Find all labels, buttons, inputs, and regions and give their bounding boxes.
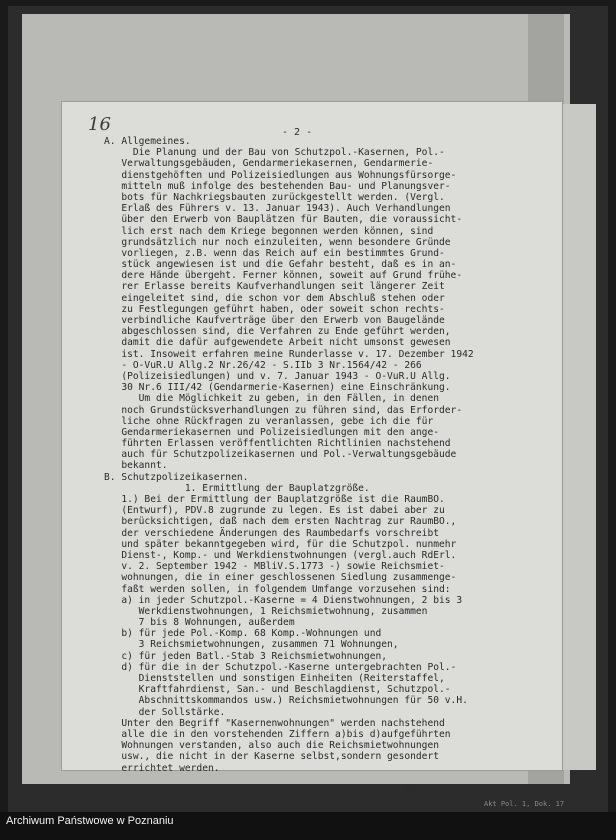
text-line: A. Allgemeines. xyxy=(104,136,191,147)
text-line: Die Planung und der Bau von Schutzpol.-Kasernen, Pol.- xyxy=(104,147,445,159)
text-line: führten Erlassen veröffentlichten Richtlinien nachstehend xyxy=(104,438,451,450)
text-line: abgeschlossen sind, die Verfahren zu Ende geführt werden, xyxy=(104,326,451,338)
text-line: mitteln muß infolge des bestehenden Bau- und Planungsver- xyxy=(104,180,451,192)
text-line: Kraftfahrdienst, San.- und Beschlagdienst, Schutzpol.- xyxy=(104,684,451,696)
text-line: Dienst-, Komp.- und Werkdienstwohnungen (vergl.auch RdErl. xyxy=(104,549,457,561)
text-line: zu Festlegungen geführt haben, oder soweit schon rechts- xyxy=(104,303,445,315)
archive-label: Archiwum Państwowe w Poznaniu xyxy=(6,815,174,827)
text-line: 1. Ermittlung der Bauplatzgröße. xyxy=(104,482,370,494)
text-line: lich erst nach dem Kriege begonnen werden können, sind xyxy=(104,225,434,237)
text-line: (Polizeisiedlungen) und v. 7. Januar 1943 - O-VuR.U Allg. xyxy=(104,370,451,382)
text-line: faßt werden sollen, in folgendem Umfange vorzusehen sind: xyxy=(104,583,451,595)
text-line: Erlaß des Führers v. 13. Januar 1943). Auch Verhandlungen xyxy=(104,203,451,215)
text-line xyxy=(104,774,524,785)
text-line: grundsätzlich nur noch einzuleiten, wenn besondere Gründe xyxy=(104,236,451,248)
text-line: Für xyxy=(104,784,422,796)
text-line: vorliegen, z.B. wenn das Reich auf ein bestimmtes Grund- xyxy=(104,247,445,259)
text-line: - O-VuR.U Allg.2 Nr.26/42 - S.IIb 3 Nr.1564/42 - 266 xyxy=(104,359,422,371)
text-line: Gendarmeriekasernen und Polizeisiedlungen mit den ange- xyxy=(104,426,440,438)
text-line: (Entwurf), PDV.8 zugrunde zu legen. Es ist dabei aber zu xyxy=(104,505,445,517)
text-line: a) in jeder Schutzpol.-Kaserne = 4 Dienstwohnungen, 2 bis 3 xyxy=(104,594,463,606)
text-line: verbindliche Kaufverträge über den Erwerb von Baugelände xyxy=(104,315,445,326)
text-line: 7 bis 8 Wohnungen, außerdem xyxy=(104,617,295,629)
text-line: eingeleitet sind, die schon vor dem Abschluß stehen oder xyxy=(104,292,445,304)
text-line: Verwaltungsgebäuden, Gendarmeriekasernen, Gendarmerie- xyxy=(104,158,434,170)
text-line: dienstgehöften und Polizeisiedlungen aus Wohnungsfürsorge- xyxy=(104,169,457,181)
text-line: ist. Insoweit erfahren meine Runderlasse v. 17. Dezember 1942 xyxy=(104,348,474,360)
text-line: wohnungen, die in einer geschlossenen Siedlung zusammenge- xyxy=(104,572,457,584)
text-line: 1.) Bei der Ermittlung der Bauplatzgröße ist die RaumBO. xyxy=(104,494,445,505)
text-line: d) für die in der Schutzpol.-Kaserne untergebrachten Pol.- xyxy=(104,661,457,673)
text-line: B. Schutzpolizeikasernen. xyxy=(104,471,249,483)
text-line: alle die in den vorstehenden Ziffern a)bis d)aufgeführten xyxy=(104,728,451,740)
text-line: usw., die nicht in der Kaserne selbst,sondern gesondert xyxy=(104,751,440,763)
text-line: Abschnittskommandos usw.) Reichsmietwohnungen für 50 v.H. xyxy=(104,695,468,707)
text-line: dere Hände übergeht. Ferner können, soweit auf Grund frühe- xyxy=(104,270,463,282)
text-line: stück angewiesen ist und die Gefahr besteht, daß es in an- xyxy=(104,259,457,271)
text-line: Dienststellen und sonstigen Einheiten (Reiterstaffel, xyxy=(104,673,445,684)
text-line: auch für Schutzpolizeikasernen und Pol.-Verwaltungsgebäude xyxy=(104,449,457,461)
text-line: 30 Nr.6 III/42 (Gendarmerie-Kasernen) eine Einschränkung. xyxy=(104,382,451,394)
text-line: berücksichtigen, daß nach dem ersten Nachtrag zur RaumBO., xyxy=(104,516,457,528)
text-line: bots für Nachkriegsbauten zurückgestellt werden. (Vergl. xyxy=(104,191,445,203)
text-line: rer Erlasse bereits Kaufverhandlungen seit längerer Zeit xyxy=(104,281,445,293)
text-line: über den Erwerb von Bauplätzen für Bauten, die voraussicht- xyxy=(104,214,463,226)
text-line: Wohnungen verstanden, also auch die Reichsmietwohnungen xyxy=(104,740,440,752)
text-line: Um die Möglichkeit zu geben, in den Fällen, in denen xyxy=(104,393,440,405)
text-line: Unter den Begriff "Kasernenwohnungen" werden nachstehend xyxy=(104,717,445,729)
archive-reference-code: Akt Pol. 1, Dok. 17 xyxy=(484,800,565,808)
text-line: noch Grundstücksverhandlungen zu führen sind, das Erforder- xyxy=(104,404,463,416)
text-line: Werkdienstwohnungen, 1 Reichsmietwohnung, zusammen xyxy=(104,605,428,617)
text-line: liche ohne Rückfragen zu veranlassen, gebe ich die für xyxy=(104,415,434,427)
text-line: bekannt. xyxy=(104,460,168,472)
text-line: v. 2. September 1942 - MBliV.S.1773 -) sowie Reichsmiet- xyxy=(104,561,445,573)
handwritten-page-number: 16 xyxy=(88,114,111,135)
text-line: 3 Reichsmietwohnungen, zusammen 71 Wohnungen, xyxy=(104,639,399,651)
text-line: der verschiedene Änderungen des Raumbedarfs vorschreibt xyxy=(104,527,440,539)
page-number: - 2 - xyxy=(282,127,313,138)
text-line: c) für jeden Batl.-Stab 3 Reichsmietwohnungen, xyxy=(104,650,388,662)
text-line: damit die dafür aufgewendete Arbeit nicht umsonst gewesen xyxy=(104,337,451,349)
document-text xyxy=(104,126,524,796)
text-line: b) für jede Pol.-Komp. 68 Komp.-Wohnungen und xyxy=(104,628,382,640)
text-line: der Sollstärke. xyxy=(104,706,226,718)
text-line: errichtet werden. xyxy=(104,762,220,774)
text-line: und später bekanntgegeben wird, für die Schutzpol. nunmehr xyxy=(104,538,457,550)
